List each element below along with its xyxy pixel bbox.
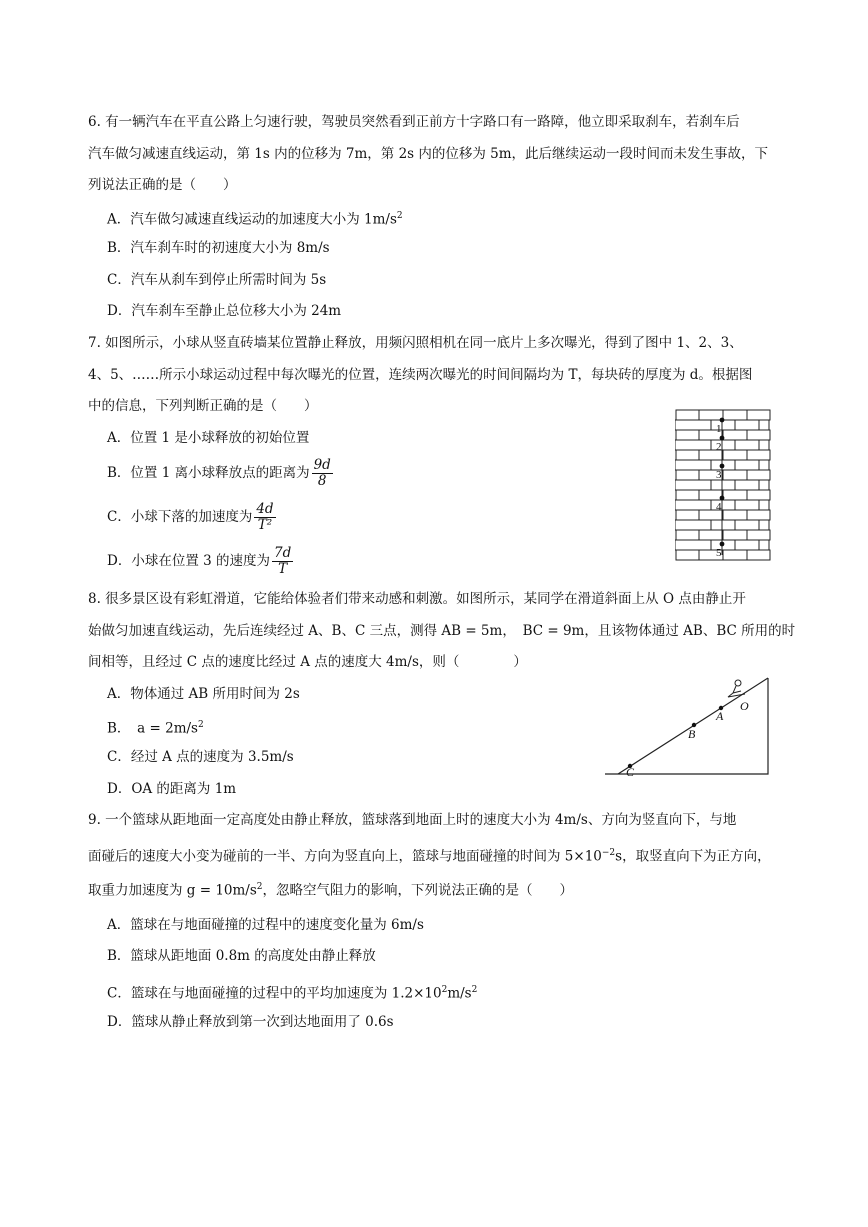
q8-option-b [107, 715, 204, 739]
q8-option-c: C．经过 A 点的速度为 3.5m/s [107, 749, 294, 765]
q9-stem-line2-text: 面碰后的速度大小变为碰前的一半、方向为竖直向上，篮球与地面碰撞的时间为 5×10 [88, 848, 602, 865]
q9-stem-line3 [88, 877, 573, 901]
q8-option-b-sup: 2 [197, 720, 204, 730]
q7-stem-line2: 4、5、……所示小球运动过程中每次曝光的位置，连续两次曝光的时间间隔均为 T，每块砖的厚度为 d。根据图 [88, 367, 753, 383]
q6-stem-line1: 6. 有一辆汽车在平直公路上匀速行驶，驾驶员突然看到正前方十字路口有一路障，他立即采取刹车，若刹车后 [88, 114, 740, 130]
q8-stem-line1: 8. 很多景区设有彩虹滑道，它能给体验者们带来动感和刺激。如图所示，某同学在滑道斜面上从 O 点由静止开 [88, 591, 746, 607]
q8-option-b-text: B． a = 2m/s [107, 720, 198, 737]
q7-option-b-fraction [312, 458, 333, 489]
incline-frame [605, 678, 768, 774]
q6-stem-line2: 汽车做匀减速直线运动，第 1s 内的位移为 7m，第 2s 内的位移为 5m，此后继续运动一段时间而未发生事故，下 [88, 146, 769, 162]
q7-option-b [107, 456, 333, 490]
q9-option-c-sup2: 2 [471, 985, 478, 995]
q8-option-d: D．OA 的距离为 1m [107, 781, 237, 797]
q9-stem-line3-sup: 2 [256, 882, 263, 892]
ball-label-5: 5 [716, 547, 722, 559]
ball-position-4 [720, 496, 725, 501]
q7-option-c-text: C．小球下落的加速度为 [107, 509, 253, 525]
q7-option-d-den: T [278, 561, 288, 577]
q8-stem-line3: 间相等，且经过 C 点的速度比经过 A 点的速度大 4m/s，则（ ） [88, 654, 527, 670]
q9-option-c-text: C．篮球在与地面碰撞的过程中的平均加速度为 1.2×10 [107, 985, 442, 1002]
q7-option-c-fraction [254, 502, 275, 533]
q7-option-d-text: D．小球在位置 3 的速度为 [107, 553, 270, 569]
q9-stem-line3-tail: ，忽略空气阻力的影响，下列说法正确的是（ ） [262, 882, 574, 899]
q9-option-c-sup: 2 [441, 985, 448, 995]
slide-label-a: A [716, 709, 724, 723]
q6-option-a [107, 206, 403, 230]
q7-option-b-text: B．位置 1 离小球释放点的距离为 [107, 465, 310, 481]
slide-incline-figure [600, 672, 775, 778]
q7-option-b-num: 9d [313, 457, 331, 473]
q7-option-c-num: 4d [256, 501, 274, 517]
ball-position-1 [720, 418, 725, 423]
q7-option-d-num: 7d [274, 545, 292, 561]
q7-stem-line3: 中的信息，下列判断正确的是（ ） [88, 398, 318, 414]
ball-label-3: 3 [716, 469, 722, 481]
q6-option-a-text: A．汽车做匀减速直线运动的加速度大小为 1m/s [107, 211, 397, 228]
q7-option-a: A．位置 1 是小球释放的初始位置 [107, 430, 310, 446]
q8-stem-line2: 始做匀加速直线运动，先后连续经过 A、B、C 三点，测得 AB = 5m， BC = 9m，且该物体通过 AB、BC 所用的时 [88, 623, 796, 639]
q9-option-c [107, 980, 477, 1004]
person-on-slide-icon [728, 680, 745, 697]
slide-label-o: O [740, 699, 749, 713]
q7-option-c-den: T² [257, 517, 273, 533]
q6-stem-line3: 列说法正确的是（ ） [88, 177, 237, 193]
q9-stem-line3-text: 取重力加速度为 g = 10m/s [88, 882, 257, 899]
q7-option-d [107, 544, 293, 578]
q9-stem-line2-sup: −2 [601, 848, 616, 858]
ball-label-4: 4 [716, 501, 722, 513]
q9-option-a: A．篮球在与地面碰撞的过程中的速度变化量为 6m/s [107, 917, 424, 933]
slide-points [626, 699, 749, 778]
q7-option-c [107, 500, 276, 534]
q7-option-b-den: 8 [317, 473, 327, 489]
q9-option-b: B．篮球从距地面 0.8m 的高度处由静止释放 [107, 948, 376, 964]
slide-label-b: B [688, 727, 696, 741]
q9-option-d: D．篮球从静止释放到第一次到达地面用了 0.6s [107, 1014, 394, 1030]
q6-option-d: D．汽车刹车至静止总位移大小为 24m [107, 303, 342, 319]
q7-stem-line1: 7. 如图所示，小球从竖直砖墙某位置静止释放，用频闪照相机在同一底片上多次曝光，得到了图中 1、2、3、 [88, 335, 743, 351]
q9-option-c-tail: m/s [447, 985, 472, 1002]
q8-option-a: A．物体通过 AB 所用时间为 2s [107, 686, 300, 702]
slide-label-c: C [626, 765, 635, 778]
q6-option-a-sup: 2 [396, 211, 403, 221]
q9-stem-line2-tail: s，取竖直向下为正方向， [615, 848, 771, 865]
brick-wall-figure [675, 408, 773, 570]
q7-option-d-fraction [272, 546, 293, 577]
q9-stem-line2 [88, 843, 771, 867]
q6-option-c: C．汽车从刹车到停止所需时间为 5s [107, 272, 327, 288]
ball-label-2: 2 [716, 441, 722, 453]
ball-label-1: 1 [716, 423, 722, 435]
ball-position-5 [720, 542, 725, 547]
q9-stem-line1: 9. 一个篮球从距地面一定高度处由静止释放，篮球落到地面上时的速度大小为 4m/s、方向为竖直向下，与地 [88, 812, 737, 828]
q6-option-b: B．汽车刹车时的初速度大小为 8m/s [107, 240, 330, 256]
ball-position-3 [720, 464, 725, 469]
ball-position-2 [720, 436, 725, 441]
